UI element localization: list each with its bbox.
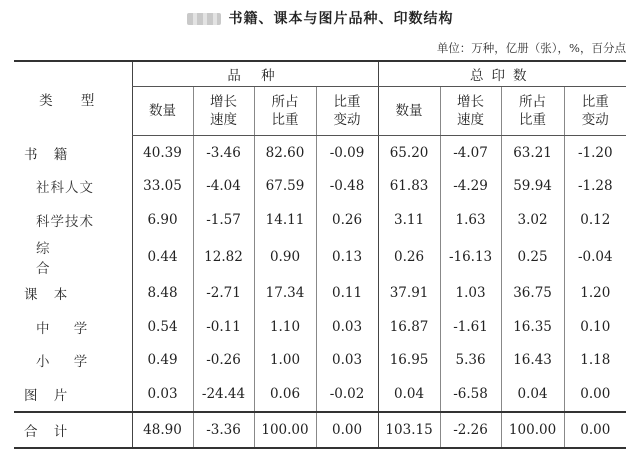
print-group-header: 总印数 xyxy=(378,61,626,87)
column-header-line: 速度 xyxy=(457,112,485,128)
table-cell: 40.39 xyxy=(132,136,193,170)
table-cell: -3.46 xyxy=(193,136,254,170)
row-label: 课 本 xyxy=(24,287,74,304)
table-cell: 3.02 xyxy=(501,203,564,237)
table-title-text: 书籍、课本与图片品种、印数结构 xyxy=(228,11,454,27)
row-label: 综 合 xyxy=(36,240,98,277)
table-cell: 65.20 xyxy=(378,136,440,170)
table-cell: 100.00 xyxy=(254,412,316,448)
row-label: 中 学 xyxy=(36,320,98,337)
table-cell: 1.10 xyxy=(254,310,316,344)
table-cell: 16.43 xyxy=(501,344,564,378)
table-cell: 100.00 xyxy=(501,412,564,448)
table-cell: -1.57 xyxy=(193,203,254,237)
table-cell: -1.20 xyxy=(564,136,626,170)
table-cell: -2.71 xyxy=(193,277,254,311)
structure-table xyxy=(14,60,626,449)
row-label: 图 片 xyxy=(24,387,74,404)
table-cell: 0.44 xyxy=(132,237,193,277)
table-row xyxy=(14,170,626,204)
column-header xyxy=(501,87,564,136)
table-cell: 0.00 xyxy=(564,412,626,448)
table-cell: 103.15 xyxy=(378,412,440,448)
table-cell: -1.28 xyxy=(564,170,626,204)
table-row xyxy=(14,277,626,311)
column-header-line: 速度 xyxy=(210,112,237,128)
column-header-line: 增长 xyxy=(457,94,485,110)
table-cell: -4.07 xyxy=(440,136,501,170)
column-header-line: 增长 xyxy=(210,94,237,110)
table-cell: -0.02 xyxy=(316,377,378,412)
table-cell: -0.26 xyxy=(193,344,254,378)
column-header xyxy=(440,87,501,136)
column-header-line: 比重 xyxy=(333,94,361,110)
column-header-line: 比重 xyxy=(519,112,547,128)
table-cell: -3.36 xyxy=(193,412,254,448)
table-cell: 0.11 xyxy=(316,277,378,311)
column-header xyxy=(193,87,254,136)
table-cell: 14.11 xyxy=(254,203,316,237)
table-cell: 0.03 xyxy=(316,310,378,344)
table-cell: -2.26 xyxy=(440,412,501,448)
column-header xyxy=(378,87,440,136)
column-header-line: 所占 xyxy=(519,94,547,110)
table-title xyxy=(0,8,640,28)
total-row xyxy=(14,412,626,448)
table-row xyxy=(14,136,626,170)
table-cell: 1.18 xyxy=(564,344,626,378)
variety-group-header: 品 种 xyxy=(132,61,378,87)
table-cell: 67.59 xyxy=(254,170,316,204)
table-cell: 59.94 xyxy=(501,170,564,204)
table-cell: 0.04 xyxy=(501,377,564,412)
column-header xyxy=(254,87,316,136)
table-cell: 82.60 xyxy=(254,136,316,170)
column-header-line: 数量 xyxy=(395,103,423,119)
column-header xyxy=(316,87,378,136)
table-cell: 0.10 xyxy=(564,310,626,344)
table-cell: -0.11 xyxy=(193,310,254,344)
table-cell: 48.90 xyxy=(132,412,193,448)
table-cell: 0.12 xyxy=(564,203,626,237)
redacted-source-mark xyxy=(187,13,221,25)
table-cell: 16.95 xyxy=(378,344,440,378)
table-cell: 37.91 xyxy=(378,277,440,311)
table-cell: 0.13 xyxy=(316,237,378,277)
table-cell: 0.26 xyxy=(316,203,378,237)
type-header: 类 型 xyxy=(14,61,132,136)
table-cell: 0.00 xyxy=(316,412,378,448)
table-cell: 0.03 xyxy=(132,377,193,412)
table-cell: 33.05 xyxy=(132,170,193,204)
table-cell: 0.26 xyxy=(378,237,440,277)
table-cell: 1.20 xyxy=(564,277,626,311)
row-label: 小 学 xyxy=(36,354,98,371)
column-header-line: 数量 xyxy=(149,103,176,119)
table-cell: -1.61 xyxy=(440,310,501,344)
column-header xyxy=(132,87,193,136)
table-cell: 6.90 xyxy=(132,203,193,237)
row-label: 社科人文 xyxy=(36,180,94,197)
table-cell: 1.63 xyxy=(440,203,501,237)
table-cell: 0.54 xyxy=(132,310,193,344)
column-header-line: 比重 xyxy=(271,112,299,128)
column-header-line: 比重 xyxy=(581,94,609,110)
table-cell: 0.06 xyxy=(254,377,316,412)
table-cell: 36.75 xyxy=(501,277,564,311)
table-cell: 5.36 xyxy=(440,344,501,378)
row-label: 合 计 xyxy=(14,412,132,448)
table-cell: -4.04 xyxy=(193,170,254,204)
table-row xyxy=(14,203,626,237)
column-header-line: 变动 xyxy=(581,112,609,128)
table-cell: 1.03 xyxy=(440,277,501,311)
row-label: 书 籍 xyxy=(24,146,74,163)
header-row-groups xyxy=(14,61,626,87)
table-cell: 0.49 xyxy=(132,344,193,378)
unit-note: 单位：万种，亿册（张），%，百分点 xyxy=(436,41,626,55)
column-header-line: 变动 xyxy=(333,112,361,128)
table-cell: 1.00 xyxy=(254,344,316,378)
table-cell: 0.25 xyxy=(501,237,564,277)
table-cell: 16.87 xyxy=(378,310,440,344)
column-header xyxy=(564,87,626,136)
table-cell: -4.29 xyxy=(440,170,501,204)
table-cell: 63.21 xyxy=(501,136,564,170)
table-cell: -6.58 xyxy=(440,377,501,412)
row-label: 科学技术 xyxy=(36,213,94,230)
table-cell: -0.04 xyxy=(564,237,626,277)
table-cell: 16.35 xyxy=(501,310,564,344)
table-cell: 61.83 xyxy=(378,170,440,204)
column-header-line: 所占 xyxy=(271,94,299,110)
table-cell: 17.34 xyxy=(254,277,316,311)
table-row xyxy=(14,344,626,378)
table-cell: 3.11 xyxy=(378,203,440,237)
table-row xyxy=(14,237,626,277)
table-cell: -16.13 xyxy=(440,237,501,277)
table-cell: -0.09 xyxy=(316,136,378,170)
table-cell: 0.90 xyxy=(254,237,316,277)
table-cell: 0.03 xyxy=(316,344,378,378)
table-cell: 0.00 xyxy=(564,377,626,412)
table-cell: 12.82 xyxy=(193,237,254,277)
table-row xyxy=(14,377,626,412)
table-cell: 0.04 xyxy=(378,377,440,412)
table-cell: -24.44 xyxy=(193,377,254,412)
table-cell: -0.48 xyxy=(316,170,378,204)
table-row xyxy=(14,310,626,344)
table-cell: 8.48 xyxy=(132,277,193,311)
